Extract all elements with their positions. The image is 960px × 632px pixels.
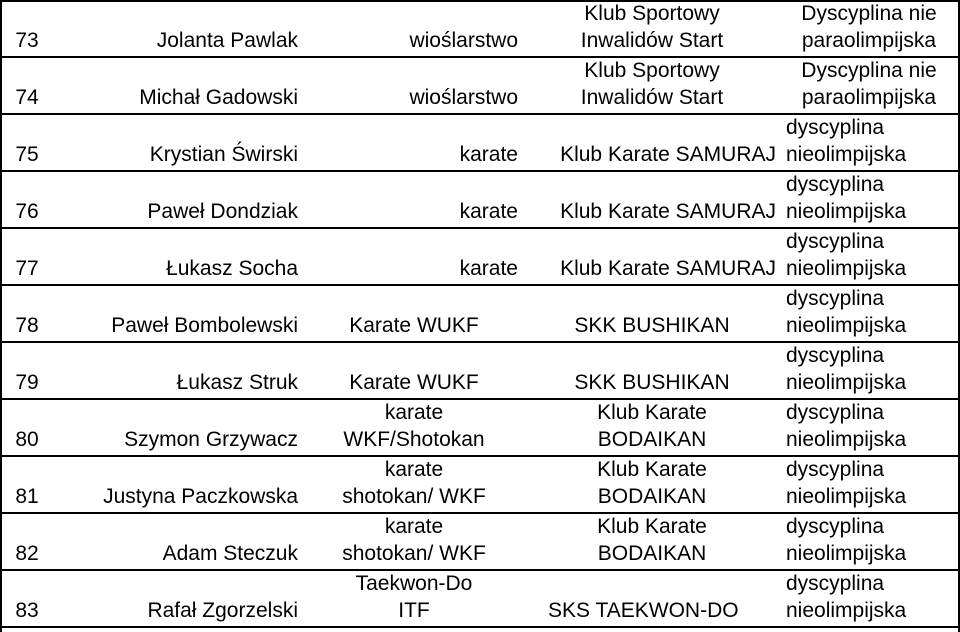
row-number-cell-line: 76	[15, 200, 39, 223]
athlete-name-cell-line: Paweł Bombolewski	[111, 314, 298, 337]
category-cell-line: nieolimpijska	[786, 428, 907, 451]
category-cell-line: paraolimpijska	[801, 29, 937, 52]
grid-line-horizontal	[0, 626, 960, 628]
athlete-name-cell-line: Szymon Grzywacz	[124, 428, 298, 451]
club-cell-line: Klub Karate	[597, 515, 707, 538]
row-number-cell-line: 73	[15, 29, 39, 52]
category-cell-line: nieolimpijska	[786, 257, 907, 280]
club-cell-line: Klub Sportowy	[584, 2, 720, 25]
athlete-name-cell	[52, 512, 304, 569]
category-cell	[780, 398, 958, 455]
discipline-cell	[304, 398, 524, 455]
athlete-name-cell	[52, 284, 304, 341]
row-number-cell-line: 82	[15, 542, 39, 565]
row-number-cell-line: 79	[15, 371, 39, 394]
athlete-name-cell-line: Łukasz Socha	[166, 257, 298, 280]
row-number-cell	[2, 170, 52, 227]
club-cell	[524, 113, 780, 170]
category-cell-line: nieolimpijska	[786, 599, 907, 622]
row-number-cell-line: 81	[15, 485, 39, 508]
discipline-cell-line: ITF	[398, 599, 430, 622]
athlete-name-cell	[52, 113, 304, 170]
club-cell	[524, 341, 780, 398]
row-number-cell	[2, 56, 52, 113]
category-cell	[780, 284, 958, 341]
row-number-cell	[2, 569, 52, 626]
discipline-cell	[304, 284, 524, 341]
discipline-cell-line: Taekwon-Do	[355, 572, 473, 595]
category-cell-line: dyscyplina	[786, 173, 885, 196]
discipline-cell	[304, 341, 524, 398]
row-number-cell-line: 74	[15, 86, 39, 109]
athlete-name-cell-line: Łukasz Struk	[176, 371, 298, 394]
discipline-cell-line: karate	[459, 200, 518, 223]
discipline-cell	[304, 113, 524, 170]
discipline-cell	[304, 512, 524, 569]
discipline-cell-line: shotokan/ WKF	[342, 485, 486, 508]
discipline-cell-line: karate	[384, 515, 444, 538]
category-cell	[780, 341, 958, 398]
row-number-cell-line: 77	[15, 257, 39, 280]
athlete-name-cell-line: Justyna Paczkowska	[103, 485, 298, 508]
club-cell-line: Klub Sportowy	[584, 59, 720, 82]
category-cell-line: nieolimpijska	[786, 143, 907, 166]
category-cell-line: nieolimpijska	[786, 485, 907, 508]
category-cell-line: dyscyplina	[786, 287, 885, 310]
discipline-cell-line: shotokan/ WKF	[342, 542, 486, 565]
category-cell-line: dyscyplina	[786, 401, 885, 424]
category-cell-line: dyscyplina	[786, 344, 885, 367]
discipline-cell-line: wioślarstwo	[409, 29, 518, 52]
athlete-name-cell	[52, 227, 304, 284]
discipline-cell	[304, 455, 524, 512]
row-number-cell-line: 80	[15, 428, 39, 451]
club-cell	[524, 56, 780, 113]
category-cell-line: dyscyplina	[786, 458, 885, 481]
club-cell	[524, 0, 780, 56]
discipline-cell	[304, 56, 524, 113]
club-cell	[524, 170, 780, 227]
club-cell-line: Inwalidów Start	[580, 86, 724, 109]
athlete-name-cell-line: Krystian Świrski	[149, 143, 298, 166]
athlete-name-cell-line: Paweł Dondziak	[147, 200, 298, 223]
discipline-cell	[304, 227, 524, 284]
category-cell-line: nieolimpijska	[786, 200, 907, 223]
category-cell-line: nieolimpijska	[786, 542, 907, 565]
category-cell-line: dyscyplina	[786, 572, 885, 595]
club-cell-line: Klub Karate SAMURAJ	[560, 257, 776, 280]
row-number-cell-line: 83	[15, 599, 39, 622]
category-cell	[780, 455, 958, 512]
category-cell-line: nieolimpijska	[786, 371, 907, 394]
discipline-cell-line: karate	[384, 458, 444, 481]
category-cell-line: Dyscyplina nie	[801, 2, 937, 25]
category-cell-line: nieolimpijska	[786, 314, 907, 337]
club-cell-line: SKK BUSHIKAN	[574, 314, 730, 337]
club-cell	[524, 569, 780, 626]
club-cell-line: SKK BUSHIKAN	[574, 371, 730, 394]
discipline-cell-line: karate	[459, 257, 518, 280]
club-cell	[524, 398, 780, 455]
athlete-name-cell	[52, 455, 304, 512]
category-cell	[780, 0, 958, 56]
row-number-cell	[2, 284, 52, 341]
club-cell-line: Inwalidów Start	[580, 29, 724, 52]
category-cell	[780, 56, 958, 113]
club-cell-line: Klub Karate SAMURAJ	[560, 200, 776, 223]
athlete-name-cell	[52, 56, 304, 113]
category-cell	[780, 512, 958, 569]
athlete-name-cell-line: Jolanta Pawlak	[156, 29, 298, 52]
category-cell	[780, 170, 958, 227]
discipline-cell-line: Karate WUKF	[349, 371, 479, 394]
row-number-cell	[2, 341, 52, 398]
athlete-name-cell	[52, 0, 304, 56]
athlete-name-cell-line: Michał Gadowski	[139, 86, 298, 109]
club-cell-line: Klub Karate	[597, 458, 707, 481]
club-cell-line: Klub Karate SAMURAJ	[560, 143, 776, 166]
row-number-cell-line: 75	[15, 143, 39, 166]
row-number-cell-line: 78	[15, 314, 39, 337]
category-cell	[780, 569, 958, 626]
discipline-cell-line: Karate WUKF	[349, 314, 479, 337]
club-cell	[524, 455, 780, 512]
club-cell-line: BODAIKAN	[597, 485, 707, 508]
athlete-name-cell	[52, 170, 304, 227]
row-number-cell	[2, 227, 52, 284]
discipline-cell-line: wioślarstwo	[409, 86, 518, 109]
club-cell-line: Klub Karate	[597, 401, 707, 424]
club-cell	[524, 512, 780, 569]
discipline-cell	[304, 170, 524, 227]
row-number-cell	[2, 0, 52, 56]
row-number-cell	[2, 113, 52, 170]
category-cell	[780, 113, 958, 170]
athlete-name-cell	[52, 569, 304, 626]
athlete-name-cell-line: Adam Steczuk	[162, 542, 298, 565]
club-cell	[524, 284, 780, 341]
row-number-cell	[2, 455, 52, 512]
category-cell-line: Dyscyplina nie	[801, 59, 937, 82]
category-cell-line: dyscyplina	[786, 116, 885, 139]
discipline-cell-line: karate	[384, 401, 444, 424]
discipline-cell	[304, 569, 524, 626]
athlete-name-cell-line: Rafał Zgorzelski	[147, 599, 298, 622]
category-cell-line: paraolimpijska	[801, 86, 937, 109]
row-number-cell	[2, 398, 52, 455]
club-cell-line: BODAIKAN	[597, 428, 707, 451]
club-cell	[524, 227, 780, 284]
category-cell	[780, 227, 958, 284]
club-cell-line: SKS TAEKWON-DO	[548, 599, 739, 622]
discipline-cell-line: WKF/Shotokan	[343, 428, 485, 451]
category-cell-line: dyscyplina	[786, 515, 885, 538]
athlete-name-cell	[52, 341, 304, 398]
category-cell-line: dyscyplina	[786, 230, 885, 253]
row-number-cell	[2, 512, 52, 569]
discipline-cell-line: karate	[459, 143, 518, 166]
club-cell-line: BODAIKAN	[597, 542, 707, 565]
athlete-name-cell	[52, 398, 304, 455]
discipline-cell	[304, 0, 524, 56]
